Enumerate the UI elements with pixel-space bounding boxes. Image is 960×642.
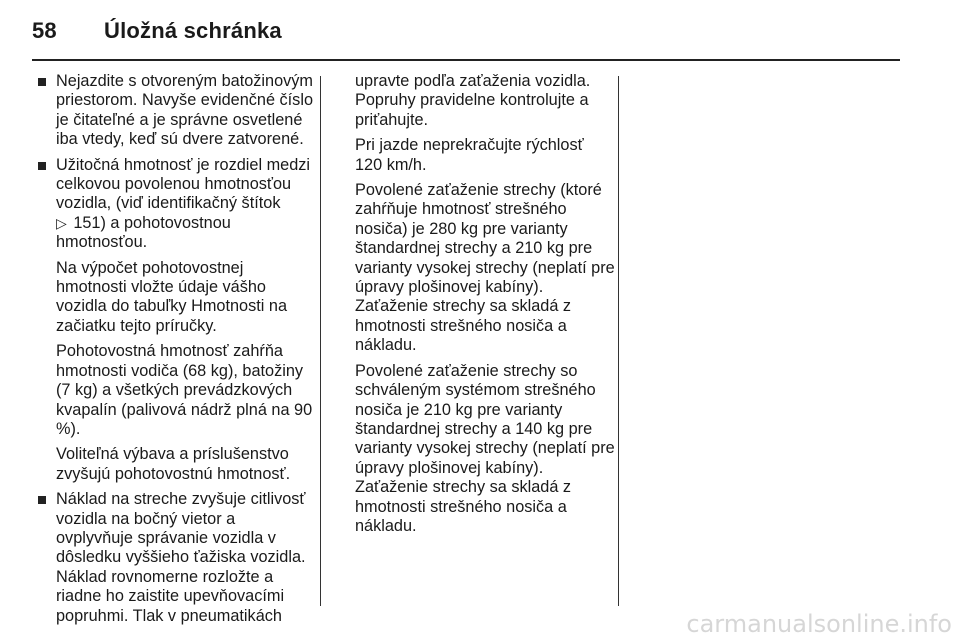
page-header bbox=[32, 18, 282, 44]
watermark: carmanualsonline.info bbox=[686, 610, 952, 638]
bullet-icon bbox=[38, 78, 46, 86]
list-item-text: Náklad na streche zvyšuje citlivosť vozidla na bočný vietor a ovplyvňuje správanie vozidla v dôsledku vyššieho ťažiska vozidla. Náklad rovnomerne rozložte a riadne ho zaistite upevňovacími popruhmi. Tlak v pneumatikách bbox=[56, 490, 306, 625]
paragraph: upravte podľa zaťaženia vozidla. Popruhy pravidelne kontrolujte a priťahujte. bbox=[355, 72, 591, 129]
bullet-icon bbox=[38, 496, 46, 504]
list-item bbox=[36, 156, 316, 485]
text-column-2 bbox=[355, 72, 615, 542]
column-divider-2 bbox=[618, 76, 619, 606]
paragraph: Povolené zaťaženie strechy (ktoré zahŕňuje hmotnosť strešného nosiča) je 280 kg pre varianty štandardnej strechy a 210 kg pre varianty vysokej strechy (neplatí pre úpravy plošinovej kabíny). Zaťaženie strechy sa skladá z hmotnosti strešného nosiča a nákladu. bbox=[355, 181, 615, 355]
paragraph: Voliteľná výbava a príslušenstvo zvyšujú pohotovostnú hmotnosť. bbox=[56, 445, 291, 483]
page-number: 58 bbox=[32, 18, 57, 43]
list-item bbox=[36, 490, 316, 626]
list-item bbox=[36, 72, 316, 150]
list-item-text: Užitočná hmotnosť je rozdiel medzi celkovou povolenou hmotnosťou vozidla, (viď identifikačný štítok bbox=[56, 155, 311, 213]
paragraph: Pri jazde neprekračujte rýchlosť 120 km/h. bbox=[355, 136, 584, 174]
paragraph: Na výpočet pohotovostnej hmotnosti vložte údaje vášho vozidla do tabuľky Hmotnosti na začiatku tejto príručky. bbox=[56, 258, 287, 335]
header-rule bbox=[32, 59, 900, 61]
list-item-text: Nejazdite s otvoreným batožinovým priestorom. Navyše evidenčné číslo je čitateľné a je správne osvetlené iba vtedy, keď sú dvere zatvorené. bbox=[56, 72, 313, 149]
text-column-1 bbox=[36, 72, 316, 632]
paragraph: Pohotovostná hmotnosť zahŕňa hmotnosti vodiča (68 kg), batožiny (7 kg) a všetkých prevádzkových kvapalín (palivová nádrž plná na 90 %). bbox=[56, 342, 313, 438]
page-title: Úložná schránka bbox=[104, 18, 282, 43]
column-divider-1 bbox=[320, 76, 321, 606]
bullet-icon bbox=[38, 162, 46, 170]
paragraph: Povolené zaťaženie strechy so schváleným systémom strešného nosiča je 210 kg pre varianty štandardnej strechy a 140 kg pre varianty vysokej strechy (neplatí pre úpravy plošinovej kabíny). Zaťaženie strechy sa skladá z hmotnosti strešného nosiča a nákladu. bbox=[355, 361, 615, 535]
page-reference-text: 151) a pohotovostnou hmotnosťou. bbox=[56, 213, 231, 252]
arrow-ref-icon: ▷ bbox=[56, 214, 67, 231]
